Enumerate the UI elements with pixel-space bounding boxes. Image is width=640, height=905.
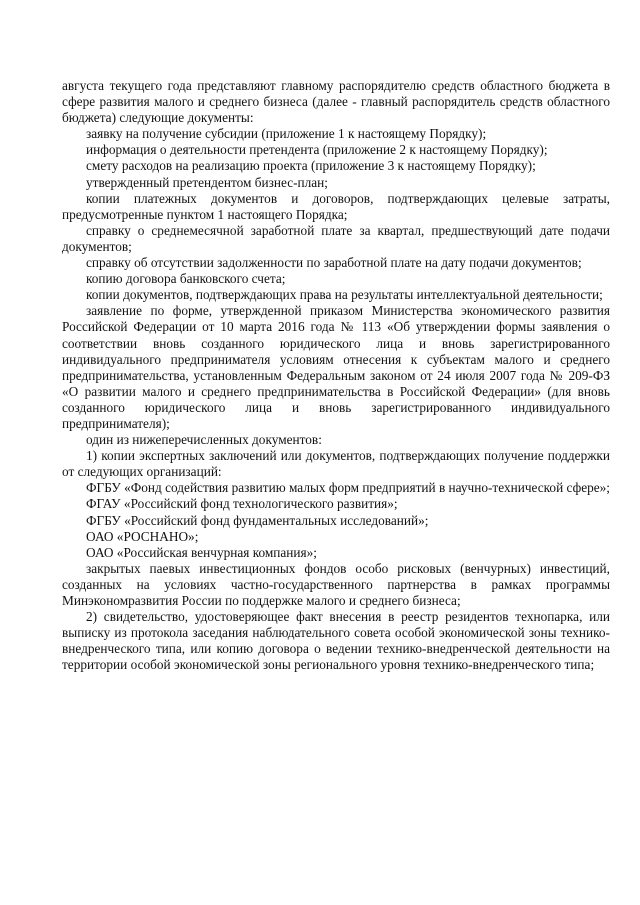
org-item-frt: ФГАУ «Российский фонд технологического развития»; (86, 496, 398, 512)
org-item-fasie: ФГБУ «Фонд содействия развитию малых форм предприятий в научно-технической сфере»; (86, 480, 610, 496)
list-item-one-of-following: один из нижеперечисленных документов: (86, 432, 322, 448)
list-item-sme-statement: заявление по форме, утвержденной приказом Министерства экономического развития Российской Федерации от 10 марта 2016 года № 113 «Об утверждении формы заявления о соответствии вновь созданного юридического лица и вновь зарегистрированного индивидуального предпринимателя условиям отнесения к субъектам малого и среднего предпринимательства, установленным Федеральным законом от 24 июля 2007 года № 209-ФЗ «О развитии малого и среднего предпринимательства в Российской Федерации» (для вновь созданного юридического лица и вновь зарегистрированного индивидуального предпринимателя); (62, 303, 610, 431)
list-item-ip-rights: копии документов, подтверждающих права на результаты интеллектуальной деятельности; (86, 287, 603, 303)
list-item-applicant-info: информация о деятельности претендента (приложение 2 к настоящему Порядку); (86, 142, 548, 158)
org-item-rusnano: ОАО «РОСНАНО»; (86, 528, 199, 544)
list-item-technopark-certificate: 2) свидетельство, удостоверяющее факт внесения в реестр резидентов технопарка, или выписку из протокола заседания наблюдательного совета особой экономической зоны технико-внедренческого типа, или копию договора о ведении технико-внедренческой деятельности на территории особой экономической зоны регионального уровня технико-внедренческого типа; (62, 609, 610, 673)
org-item-venture-funds: закрытых паевых инвестиционных фондов особо рисковых (венчурных) инвестиций, созданных на условиях частно-государственного партнерства в рамках программы Минэкономразвития России по поддержке малого и среднего бизнеса; (62, 560, 610, 608)
list-item-salary-certificate: справку о среднемесячной заработной плате за квартал, предшествующий дате подачи документов; (62, 222, 610, 254)
org-item-rvc: ОАО «Российская венчурная компания»; (86, 544, 318, 560)
list-item-expert-opinions: 1) копии экспертных заключений или документов, подтверждающих получение поддержки от следующих организаций: (62, 448, 610, 480)
list-item-payment-documents: копии платежных документов и договоров, подтверждающих целевые затраты, предусмотренные пунктом 1 настоящего Порядка; (62, 190, 610, 222)
list-item-no-debt-certificate: справку об отсутствии задолженности по заработной плате на дату подачи документов; (86, 255, 582, 271)
list-item-cost-estimate: смету расходов на реализацию проекта (приложение 3 к настоящему Порядку); (86, 158, 536, 174)
list-item-business-plan: утвержденный претендентом бизнес-план; (86, 174, 328, 190)
document-page (62, 78, 610, 673)
list-item-bank-contract: копию договора банковского счета; (86, 271, 286, 287)
paragraph-intro: августа текущего года представляют главному распорядителю средств областного бюджета в сфере развития малого и среднего бизнеса (далее - главный распорядитель средств областного бюджета) следующие документы: (62, 78, 610, 126)
org-item-rfbr: ФГБУ «Российский фонд фундаментальных исследований»; (86, 512, 429, 528)
list-item-application: заявку на получение субсидии (приложение 1 к настоящему Порядку); (86, 126, 487, 142)
